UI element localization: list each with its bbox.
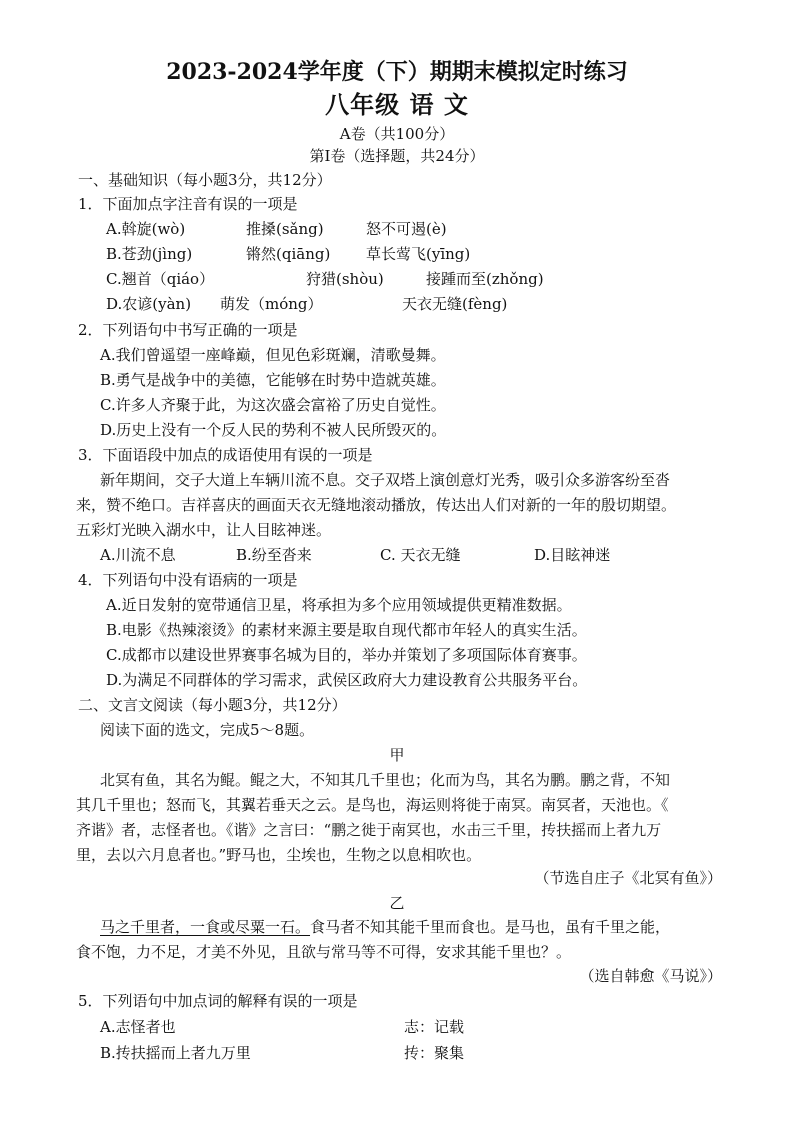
q1-c-3: 接踵而至(zhǒng)	[426, 270, 544, 288]
q2-option-a: A.我们曾遥望一座峰巅，但见色彩斑斓，清歌曼舞。	[100, 346, 446, 364]
q3-option-d: D.目眩神迷	[534, 546, 611, 564]
q1-b-1: B.苍劲(jìng)	[106, 245, 193, 263]
q4-option-c: C.成都市以建设世界赛事名城为目的，举办并策划了多项国际体育赛事。	[106, 646, 587, 664]
exam-title: 2023-2024学年度（下）期期末模拟定时练习	[166, 59, 628, 85]
q2-stem: 2．下列语句中书写正确的一项是	[78, 321, 298, 339]
q5-option-b-gloss: 抟：聚集	[404, 1044, 465, 1062]
q3-option-b: B.纷至沓来	[236, 546, 312, 564]
passage-yi-source: （选自韩愈《马说》）	[579, 967, 722, 985]
part2-intro: 阅读下面的选文，完成5～8题。	[100, 721, 315, 739]
q1-d-3: 天衣无缝(fèng)	[402, 295, 508, 313]
q1-stem: 1．下面加点字注音有误的一项是	[78, 195, 298, 213]
q1-a-3: 怒不可遏(è)	[366, 220, 447, 238]
underlined-sentence: 马之千里者，一食或尽粟一石。	[100, 918, 311, 936]
passage-jia-line: 北冥有鱼，其名为鲲。鲲之大，不知其几千里也；化而为鸟，其名为鹏。鹏之背，不知	[100, 771, 671, 789]
passage-yi-label: 乙	[389, 894, 405, 912]
q1-d-2: 萌发（móng）	[220, 295, 323, 313]
q1-b-3: 草长莺飞(yīng)	[366, 245, 471, 263]
q4-stem: 4．下列语句中没有语病的一项是	[78, 571, 298, 589]
passage-jia-source: （节选自庄子《北冥有鱼》）	[534, 869, 722, 887]
q1-a-2: 推搡(sǎng)	[246, 220, 324, 238]
passage-jia-line: 其几千里也；怒而飞，其翼若垂天之云。是鸟也，海运则将徙于南冥。南冥者，天池也。《	[76, 796, 669, 814]
passage-yi-line1	[100, 917, 670, 937]
q4-option-a: A.近日发射的宽带通信卫星，将承担为多个应用领域提供更精准数据。	[106, 596, 572, 614]
passage-jia-line: 里，去以六月息者也。”野马也，尘埃也，生物之以息相吹也。	[76, 846, 482, 864]
q3-passage-line: 五彩灯光映入湖水中，让人目眩神迷。	[76, 521, 332, 539]
q2-option-b: B.勇气是战争中的美德，它能够在时势中造就英雄。	[100, 371, 446, 389]
q2-option-c: C.许多人齐聚于此，为这次盛会富裕了历史自觉性。	[100, 396, 446, 414]
q1-c-1: C.翘首（qiáo）	[106, 270, 215, 288]
passage-jia-line: 齐谐》者，志怪者也。《谐》之言曰：“鹏之徙于南冥也，水击三千里，抟扶摇而上者九万	[76, 821, 662, 839]
volume-label: A卷（共100分）	[339, 125, 455, 143]
q5-stem: 5．下列语句中加点词的解释有误的一项是	[78, 992, 358, 1010]
q1-c-2: 狩猎(shòu)	[306, 270, 384, 288]
q5-option-a-text: A.志怪者也	[100, 1018, 176, 1036]
q4-option-b: B.电影《热辣滚烫》的素材来源主要是取自现代都市年轻人的真实生活。	[106, 621, 587, 639]
q4-option-d: D.为满足不同群体的学习需求，武侯区政府大力建设教育公共服务平台。	[106, 671, 588, 689]
q3-stem: 3．下面语段中加点的成语使用有误的一项是	[78, 446, 373, 464]
exam-subtitle: 八年级 语 文	[325, 90, 469, 119]
q1-b-2: 锵然(qiāng)	[246, 245, 331, 263]
passage-yi-line2: 食不饱，力不足，才美不外见，且欲与常马等不可得，安求其能千里也？。	[76, 943, 572, 961]
q3-passage-line: 新年期间，交子大道上车辆川流不息。交子双塔上演创意灯光秀，吸引众多游客纷至沓	[100, 471, 671, 489]
passage-yi-line1-rest: 食马者不知其能千里而食也。是马也，虽有千里之能，	[310, 918, 671, 936]
q5-option-b-text: B.抟扶摇而上者九万里	[100, 1044, 251, 1062]
part1-heading: 一、基础知识（每小题3分，共12分）	[78, 171, 332, 189]
q1-d-1: D.农谚(yàn)	[106, 295, 192, 313]
passage-jia-label: 甲	[389, 746, 405, 764]
section-label: 第Ⅰ卷（选择题，共24分）	[309, 147, 485, 165]
part2-heading: 二、文言文阅读（每小题3分，共12分）	[78, 696, 347, 714]
q5-option-a-gloss: 志：记载	[404, 1018, 465, 1036]
q3-option-c: C. 天衣无缝	[380, 546, 461, 564]
q3-option-a: A.川流不息	[100, 546, 176, 564]
q3-passage-line: 来，赞不绝口。吉祥喜庆的画面天衣无缝地滚动播放，传达出人们对新的一年的殷切期望。	[76, 496, 677, 514]
q1-a-1: A.斡旋(wò)	[106, 220, 186, 238]
q2-option-d: D.历史上没有一个反人民的势利不被人民所毁灭的。	[100, 421, 447, 439]
